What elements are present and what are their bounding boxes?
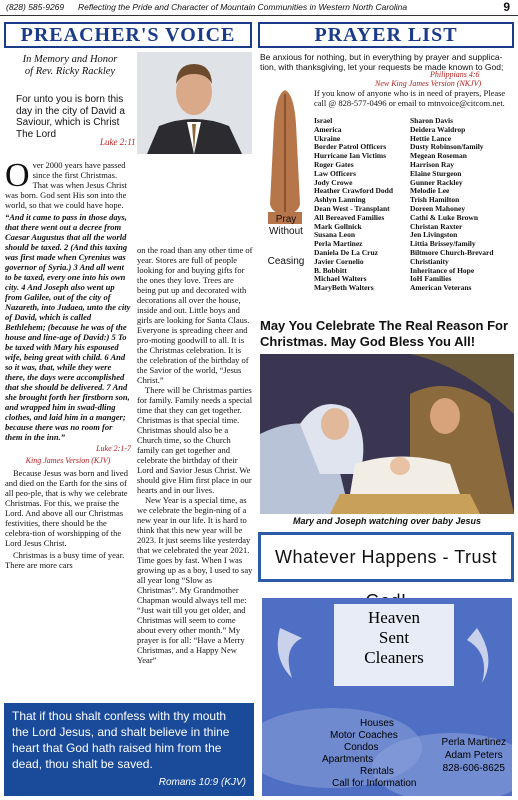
nativity-scene-icon bbox=[260, 354, 514, 514]
header-phone: (828) 585-9269 bbox=[6, 2, 65, 12]
cleaners-service-item: Apartments bbox=[322, 754, 374, 765]
prayer-name-item: Trish Hamilton bbox=[410, 195, 460, 205]
prayer-name-item: Dean West - Transplant bbox=[314, 203, 390, 213]
prayer-name-item: Israel bbox=[314, 116, 333, 125]
prayer-name-item: Sharon Davis bbox=[410, 116, 454, 125]
prayer-name-item: Melodie Lee bbox=[410, 186, 450, 196]
cleaners-title bbox=[334, 608, 454, 668]
anxious-verse: Be anxious for nothing, but in everything by prayer and supplica-tion, with thanksgiving, let your requests be made known to God; bbox=[260, 52, 504, 72]
cleaners-title-cleaners: Cleaners bbox=[364, 648, 424, 667]
trust-god-text: Whatever Happens - Trust bbox=[274, 547, 498, 567]
prayer-names-column-2 bbox=[410, 117, 518, 293]
cleaners-service-item: Houses bbox=[360, 718, 394, 729]
ceasing-text: Ceasing bbox=[267, 256, 305, 267]
praying-hands-icon bbox=[262, 84, 308, 309]
parties-paragraph: There will be Christmas parties for family. Family needs a special time that they can get together. Christmas is that special time. Christmas should also be a Church time, so the Church family can get together and celebrate the birthday of their Lord and Savior Jesus Christ. We should give Him first place in our hearts and in our lives. bbox=[137, 385, 253, 495]
prayer-name-item: IoH Families bbox=[410, 274, 452, 284]
contact-adam: Adam Peters bbox=[444, 750, 503, 761]
cleaners-contact bbox=[442, 736, 506, 775]
prayer-intro: If you know of anyone who is in need of prayers, Please call @ 828-577-0496 or email to mtnvoice@citcom.net. bbox=[314, 88, 506, 108]
prayer-name-item: Law Officers bbox=[314, 168, 356, 178]
prayer-name-item: Gunner Rackley bbox=[410, 177, 463, 187]
prayer-name-item: Littia Brissey/family bbox=[410, 239, 476, 249]
drop-cap: O bbox=[5, 157, 30, 194]
new-year-paragraph: New Year is a special time, as we celebrate the begin-ning of a new year in our life. It is hard to think that this new year will be 2023. It just seems like yesterday that we celebrated the year 2021. Time goes by fast. When I was growing up as a boy, I used to say all year long “Slow as Christmas”. My Grandmother Chapman would always tell me: “Just wait till you get older, and Christmas will seem to come about every other month.” My prayer is for all: “Have a Merry Christmas, and a Happy New Year” bbox=[137, 495, 253, 665]
prayer-name-item: Hurricane Ian Victims bbox=[314, 151, 387, 161]
prayer-name-item: Cathi & Luke Brown bbox=[410, 212, 478, 222]
celebrate-heading: May You Celebrate The Real Reason For Christmas. May God Bless You All! bbox=[260, 318, 509, 349]
page-number: 9 bbox=[503, 0, 510, 14]
prayer-name-item: Megean Roseman bbox=[410, 151, 467, 161]
nativity-caption: Mary and Joseph watching over baby Jesus bbox=[292, 516, 482, 526]
prayer-name-item: Elaine Sturgeon bbox=[410, 168, 462, 178]
prayer-name-item: Heather Crawford Dodd bbox=[314, 186, 394, 196]
kjv-version-label: King James Version (KJV) bbox=[25, 456, 111, 465]
header-tagline: Reflecting the Pride and Character of Mountain Communities in Western North Carolina bbox=[78, 2, 408, 12]
prayer-name-item: Jody Crowe bbox=[314, 177, 353, 187]
prayer-name-item: Christan Raxter bbox=[410, 221, 463, 231]
preacher-column-2 bbox=[137, 245, 253, 665]
prayer-name-item: Roger Gates bbox=[314, 159, 354, 169]
preachers-voice-title: PREACHER'S VOICE bbox=[4, 22, 252, 48]
intro-paragraph: Over 2000 years have passed since the first Christmas. That was when Jesus Christ was born. God sent His son into the world, so that we could have hope. bbox=[5, 157, 127, 210]
prayer-name-item: Susana Leon bbox=[314, 230, 356, 240]
cleaners-title-sent: Sent bbox=[378, 628, 410, 647]
cleaners-service-item: Call for Information bbox=[332, 778, 417, 789]
road-paragraph: on the road than any other time of year. Stores are full of people looking for and buying gifts for the ones they love. Trees are being put up and decorated with decorations all over the house, inside and out. Little boys and girls are looking for Santa Claus. Everyone is spreading cheer and pro-moting goodwill to all. It is the Christmas celebration. It is the celebration of the birthday of the Savior of the world, “Jesus Christ.” bbox=[137, 245, 253, 385]
prayer-name-item: Dusty Robinson/family bbox=[410, 142, 484, 152]
prayer-name-item: Biltmore Church-Brevard bbox=[410, 247, 494, 257]
nkjv-version-label: New King James Version (NKJV) bbox=[375, 79, 482, 88]
prayer-name-item: Ukraine bbox=[314, 133, 341, 143]
christ-the-lord-quote: For unto you is born this day in the city of David a Saviour, which is Christ The Lord bbox=[16, 94, 125, 140]
busy-time-paragraph: Christmas is a busy time of year. There are more cars bbox=[5, 550, 125, 570]
prayer-name-item: Michael Walters bbox=[314, 274, 367, 284]
memory-dedication bbox=[10, 54, 130, 78]
contact-phone: 828-606-8625 bbox=[442, 763, 505, 774]
prayer-name-item: Christianity bbox=[410, 256, 449, 266]
cleaners-services-list bbox=[322, 718, 416, 790]
pray-without-text: Pray Without bbox=[269, 214, 303, 237]
cleaners-service-item: Condos bbox=[344, 742, 379, 753]
prayer-name-item: Hettie Lance bbox=[410, 133, 452, 143]
contact-perla: Perla Martinez bbox=[441, 737, 506, 748]
prayer-name-item: Mark Gollnick bbox=[314, 221, 362, 231]
prayer-name-item: Javier Cornelio bbox=[314, 256, 364, 266]
prayer-name-item: Ashlyn Lanning bbox=[314, 195, 366, 205]
prayer-names-column-1 bbox=[314, 117, 412, 293]
luke-2-1-7-ref: Luke 2:1-7 bbox=[96, 444, 131, 453]
prayer-name-item: B. Bobbitt bbox=[314, 265, 347, 275]
because-paragraph: Because Jesus was born and lived and died on the Earth for the sins of all peo-ple, that is why we celebrate Christmas. For this, we praise the Lord. And above all our Christmas festivities, there should be the celebra-tion of worshipping of the Lord Jesus Christ. bbox=[5, 468, 128, 548]
romans-verse-box bbox=[4, 703, 254, 796]
heaven-sent-cleaners-ad bbox=[262, 598, 512, 796]
cleaners-service-item: Rentals bbox=[360, 766, 394, 777]
prayer-name-item: Harrison Ray bbox=[410, 159, 454, 169]
prayer-name-item: America bbox=[314, 124, 342, 134]
preacher-portrait-image bbox=[137, 52, 252, 154]
prayer-name-item: MaryBeth Walters bbox=[314, 283, 374, 293]
prayer-name-item: Deidera Waldrop bbox=[410, 124, 466, 134]
prayer-name-item: All Bereaved Families bbox=[314, 212, 385, 222]
romans-verse-text: That if thou shalt confess with thy mouth the Lord Jesus, and shalt believe in thine heart that God hath raised him from the dead, thou shalt be saved. bbox=[12, 709, 230, 771]
luke-scripture: “And it came to pass in those days, that there went out a decree from Caesar Augustus that all the world should be taxed. 2 (And this taxing was first made when Cyrenius was governor of Syria.) 3 And all went to be taxed, every one into his own city. 4 And Joseph also went up from Galilee, out of the city of Nazareth, into Judaea, unto the city of David, which is called Bethlehem; (because he was of the house and line-age of David:) 5 To be taxed with Mary his espoused wife, being great with child. 6 And so it was, that, while they were there, the days were accomplished that she should be delivered. 7 And she brought forth her firstborn son, and wrapped him in swad-dling clothes, and laid him in a manger; because there was no room for them in the inn.” bbox=[5, 212, 131, 442]
romans-verse-ref: Romans 10:9 (KJV) bbox=[158, 777, 246, 788]
prayer-list-title: PRAYER LIST bbox=[258, 22, 514, 48]
trust-god-banner bbox=[258, 532, 514, 582]
philippians-ref: Philippians 4:6 bbox=[430, 70, 480, 79]
prayer-name-item: Inheritance of Hope bbox=[410, 265, 475, 275]
page-header bbox=[0, 0, 518, 16]
memory-line-1: In Memory and Honor bbox=[22, 54, 118, 65]
prayer-name-item: Doreen Mahoney bbox=[410, 203, 466, 213]
prayer-name-item: Daniela De La Cruz bbox=[314, 247, 378, 257]
preacher-column-1 bbox=[5, 157, 131, 572]
prayer-name-item: American Veterans bbox=[410, 283, 472, 293]
prayer-name-item: Jen Livingston bbox=[410, 230, 458, 240]
nativity-image bbox=[260, 354, 514, 514]
cleaners-service-item: Motor Coaches bbox=[330, 730, 398, 741]
preacher-photo bbox=[137, 52, 252, 154]
luke-2-11-ref: Luke 2:11 bbox=[100, 137, 136, 147]
prayer-name-item: Perla Martinez bbox=[314, 239, 363, 249]
prayer-name-item: Border Patrol Officers bbox=[314, 142, 387, 152]
praying-hands-image bbox=[262, 84, 308, 309]
cleaners-title-heaven: Heaven bbox=[368, 608, 420, 627]
memory-line-2: of Rev. Ricky Rackley bbox=[24, 66, 116, 77]
